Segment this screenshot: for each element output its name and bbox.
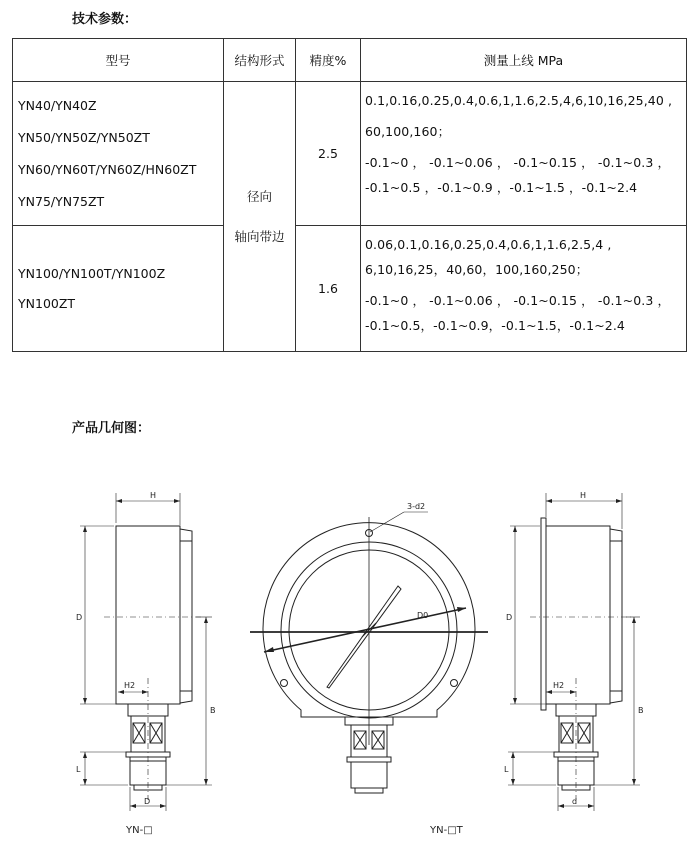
spec-table	[12, 38, 687, 352]
precision-cell: 2.5	[296, 82, 361, 226]
dim-label-d-small: D	[144, 797, 151, 806]
table-row	[13, 82, 687, 226]
caption-axial-flange: YN-□T	[430, 825, 463, 836]
dim-label-h2-right: H2	[553, 681, 565, 690]
header-model: 型号	[13, 39, 224, 82]
dim-label-d-right: D	[506, 613, 513, 622]
header-precision: 精度%	[296, 39, 361, 82]
header-range: 测量上线 MPa	[361, 39, 687, 82]
model-cell	[13, 82, 224, 226]
model-name: YN50/YN50Z/YN50ZT	[18, 130, 150, 145]
range-line: -0.1~0 ， -0.1~0.06 ， -0.1~0.15 ， -0.1~0.3 ，	[365, 155, 671, 170]
range-cell	[361, 82, 687, 226]
model-name: YN40/YN40Z	[18, 98, 97, 113]
dim-label-h2: H2	[124, 681, 136, 690]
dim-label-b: B	[210, 706, 216, 715]
product-geometry-drawing	[0, 455, 696, 855]
range-line: -0.1~0.5 ，-0.1~0.9 ，-0.1~1.5 ，-0.1~2.4	[365, 180, 638, 195]
model-name: YN100/YN100T/YN100Z	[18, 265, 166, 281]
header-structure: 结构形式	[224, 39, 296, 82]
dim-label-d0: D0	[417, 611, 429, 620]
side-view-axial-flange	[508, 493, 640, 811]
model-name: YN100ZT	[18, 295, 76, 311]
range-line: -0.1~0.5，-0.1~0.9，-0.1~1.5，-0.1~2.4	[365, 318, 625, 333]
structure-radial: 径向	[246, 188, 272, 204]
model-cell	[13, 226, 224, 352]
specs-section-title: 技术参数：	[72, 12, 138, 27]
range-line: 60,100,160；	[365, 124, 451, 139]
caption-radial: YN-□	[126, 825, 153, 836]
structure-cell	[224, 82, 296, 352]
range-line: 0.1,0.16,0.25,0.4,0.6,1,1.6,2.5,4,6,10,16,25,40 ,	[365, 93, 673, 108]
dim-label-d: D	[76, 613, 83, 622]
range-line: 0.06,0.1,0.16,0.25,0.4,0.6,1,1.6,2.5,4 ,	[365, 237, 612, 252]
table-header-row	[13, 39, 687, 82]
range-cell	[361, 226, 687, 352]
geometry-section-title: 产品几何图：	[72, 421, 151, 436]
dim-label-l-right: L	[504, 765, 509, 774]
range-line: -0.1~0 ， -0.1~0.06 ， -0.1~0.15 ， -0.1~0.3 ，	[365, 293, 671, 308]
dim-label-l: L	[76, 765, 81, 774]
front-view	[250, 512, 488, 793]
range-line: 6,10,16,25，40,60，100,160,250；	[365, 262, 589, 277]
dim-label-holes: 3-d2	[407, 502, 426, 511]
precision-cell: 1.6	[296, 226, 361, 352]
side-view-radial	[80, 493, 212, 811]
structure-axial-flange: 轴向带边	[234, 228, 285, 244]
dim-label-h-right: H	[580, 491, 587, 500]
dim-label-d-small-right: d	[572, 797, 578, 806]
model-name: YN60/YN60T/YN60Z/HN60ZT	[18, 162, 197, 177]
model-name: YN75/YN75ZT	[18, 194, 105, 209]
dim-label-h: H	[150, 491, 157, 500]
dim-label-b-right: B	[638, 706, 644, 715]
table-row	[13, 226, 687, 352]
